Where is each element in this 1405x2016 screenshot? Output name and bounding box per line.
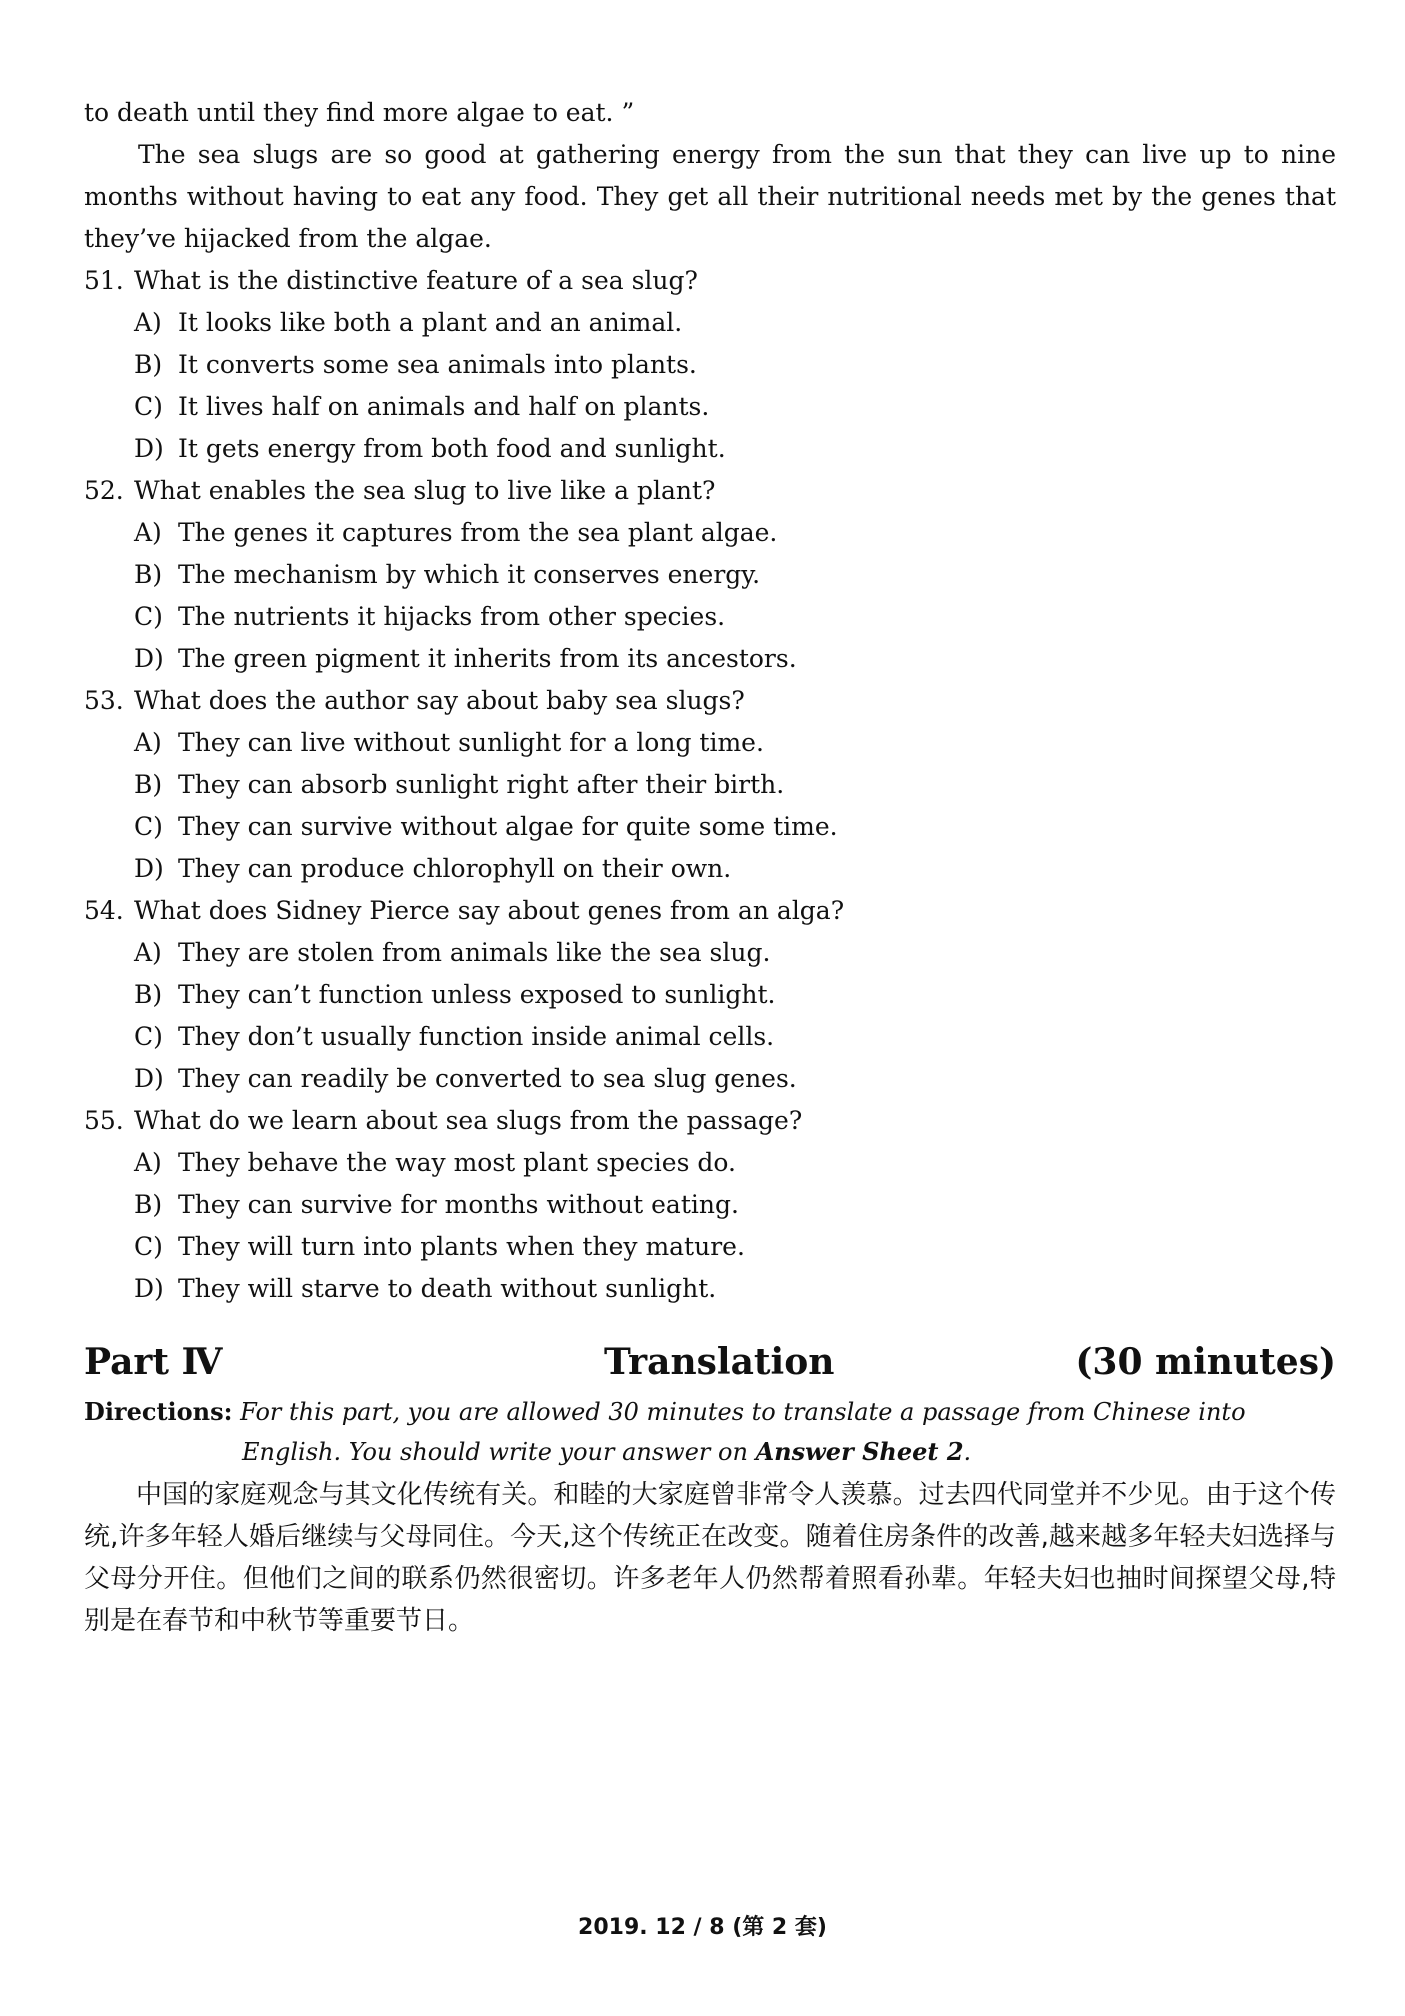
option-letter: B): [134, 350, 163, 379]
passage-carryover: to death until they find more algae to eat. ”: [84, 98, 635, 127]
part-label: Part Ⅳ: [84, 1341, 223, 1383]
question-number: 55.: [84, 1106, 124, 1135]
option-b[interactable]: [134, 554, 1336, 596]
translation-source-text: 中国的家庭观念与其文化传统有关。和睦的大家庭曾非常令人羡慕。过去四代同堂并不少见。由于这个传统,许多年轻人婚后继续与父母同住。今天,这个传统正在改变。随着住房条件的改善,越来越多年轻夫妇选择与父母分开住。但他们之间的联系仍然很密切。许多老年人仍然帮着照看孙辈。年轻夫妇也抽时间探望父母,特别是在春节和中秋节等重要节日。: [84, 1480, 1336, 1636]
option-text: They behave the way most plant species do.: [178, 1148, 736, 1177]
option-list: [84, 1142, 1336, 1310]
option-text: They can live without sunlight for a long time.: [178, 728, 764, 757]
option-letter: B): [134, 770, 163, 799]
part-time-limit: (30 minutes): [1075, 1341, 1336, 1383]
directions-label: Directions:: [84, 1397, 233, 1426]
option-text: They can produce chlorophyll on their own.: [178, 854, 732, 883]
option-text: They don’t usually function inside animal cells.: [178, 1022, 775, 1051]
answer-sheet-ref: Answer Sheet 2: [755, 1437, 964, 1466]
option-letter: A): [134, 1148, 162, 1177]
option-text: The mechanism by which it conserves energy.: [178, 560, 761, 589]
option-d[interactable]: [134, 848, 1336, 890]
option-b[interactable]: [134, 1184, 1336, 1226]
option-letter: D): [134, 1064, 164, 1093]
option-text: They can absorb sunlight right after their birth.: [178, 770, 785, 799]
option-a[interactable]: [134, 932, 1336, 974]
option-a[interactable]: [134, 302, 1336, 344]
question-stem: What do we learn about sea slugs from the passage?: [134, 1106, 803, 1135]
passage-paragraph: The sea slugs are so good at gathering energy from the sun that they can live up to nine months without having to eat any food. They get all their nutritional needs met by the genes that they’ve hijacked from the algae.: [84, 140, 1336, 253]
option-d[interactable]: [134, 1058, 1336, 1100]
option-letter: A): [134, 938, 162, 967]
option-letter: A): [134, 308, 162, 337]
option-c[interactable]: [134, 386, 1336, 428]
directions: [84, 1392, 1336, 1472]
option-d[interactable]: [134, 638, 1336, 680]
option-text: The green pigment it inherits from its ancestors.: [178, 644, 797, 673]
question-55: [84, 1100, 1336, 1310]
option-d[interactable]: [134, 1268, 1336, 1310]
option-text: It gets energy from both food and sunlight.: [178, 434, 726, 463]
option-b[interactable]: [134, 344, 1336, 386]
directions-period: .: [963, 1438, 972, 1466]
option-text: They are stolen from animals like the sea slug.: [178, 938, 771, 967]
option-letter: C): [134, 1232, 163, 1261]
question-list: [84, 260, 1336, 1310]
option-letter: C): [134, 602, 163, 631]
option-b[interactable]: [134, 974, 1336, 1016]
option-text: They can readily be converted to sea slug genes.: [178, 1064, 797, 1093]
option-text: They can survive for months without eating.: [178, 1190, 739, 1219]
option-text: It looks like both a plant and an animal.: [178, 308, 683, 337]
question-stem: What does Sidney Pierce say about genes from an alga?: [134, 896, 845, 925]
option-list: [84, 932, 1336, 1100]
option-c[interactable]: [134, 596, 1336, 638]
option-list: [84, 722, 1336, 890]
option-letter: D): [134, 434, 164, 463]
part-4-header: [84, 1334, 1336, 1390]
option-a[interactable]: [134, 722, 1336, 764]
option-letter: A): [134, 518, 162, 547]
option-letter: A): [134, 728, 162, 757]
question-53: [84, 680, 1336, 890]
option-d[interactable]: [134, 428, 1336, 470]
question-number: 54.: [84, 896, 124, 925]
directions-text: For this part, you are allowed 30 minutes to translate a passage from Chinese into: [240, 1398, 1246, 1426]
option-text: It lives half on animals and half on plants.: [178, 392, 710, 421]
question-number: 53.: [84, 686, 124, 715]
question-stem: What enables the sea slug to live like a plant?: [134, 476, 716, 505]
question-54: [84, 890, 1336, 1100]
directions-text-cont: English. You should write your answer on: [242, 1438, 756, 1466]
option-text: The nutrients it hijacks from other species.: [178, 602, 726, 631]
option-letter: C): [134, 392, 163, 421]
page-footer: 2019. 12 / 8 (第 2 套): [578, 1915, 827, 1940]
question-stem: What is the distinctive feature of a sea slug?: [134, 266, 698, 295]
part-title: Translation: [604, 1341, 835, 1383]
question-52: [84, 470, 1336, 680]
exam-page: [84, 92, 1336, 1642]
option-c[interactable]: [134, 1016, 1336, 1058]
option-list: [84, 512, 1336, 680]
option-letter: B): [134, 1190, 163, 1219]
option-a[interactable]: [134, 1142, 1336, 1184]
option-b[interactable]: [134, 764, 1336, 806]
option-text: The genes it captures from the sea plant algae.: [178, 518, 778, 547]
option-letter: D): [134, 1274, 164, 1303]
option-c[interactable]: [134, 806, 1336, 848]
option-a[interactable]: [134, 512, 1336, 554]
question-number: 51.: [84, 266, 124, 295]
option-letter: B): [134, 980, 163, 1009]
option-text: They can survive without algae for quite some time.: [178, 812, 838, 841]
option-text: They will turn into plants when they mature.: [178, 1232, 745, 1261]
option-letter: B): [134, 560, 163, 589]
option-list: [84, 302, 1336, 470]
option-text: It converts some sea animals into plants.: [178, 350, 697, 379]
option-c[interactable]: [134, 1226, 1336, 1268]
option-letter: D): [134, 644, 164, 673]
option-letter: D): [134, 854, 164, 883]
option-letter: C): [134, 812, 163, 841]
option-text: They will starve to death without sunlight.: [178, 1274, 717, 1303]
question-stem: What does the author say about baby sea slugs?: [134, 686, 745, 715]
option-letter: C): [134, 1022, 163, 1051]
question-51: [84, 260, 1336, 470]
option-text: They can’t function unless exposed to sunlight.: [178, 980, 776, 1009]
question-number: 52.: [84, 476, 124, 505]
